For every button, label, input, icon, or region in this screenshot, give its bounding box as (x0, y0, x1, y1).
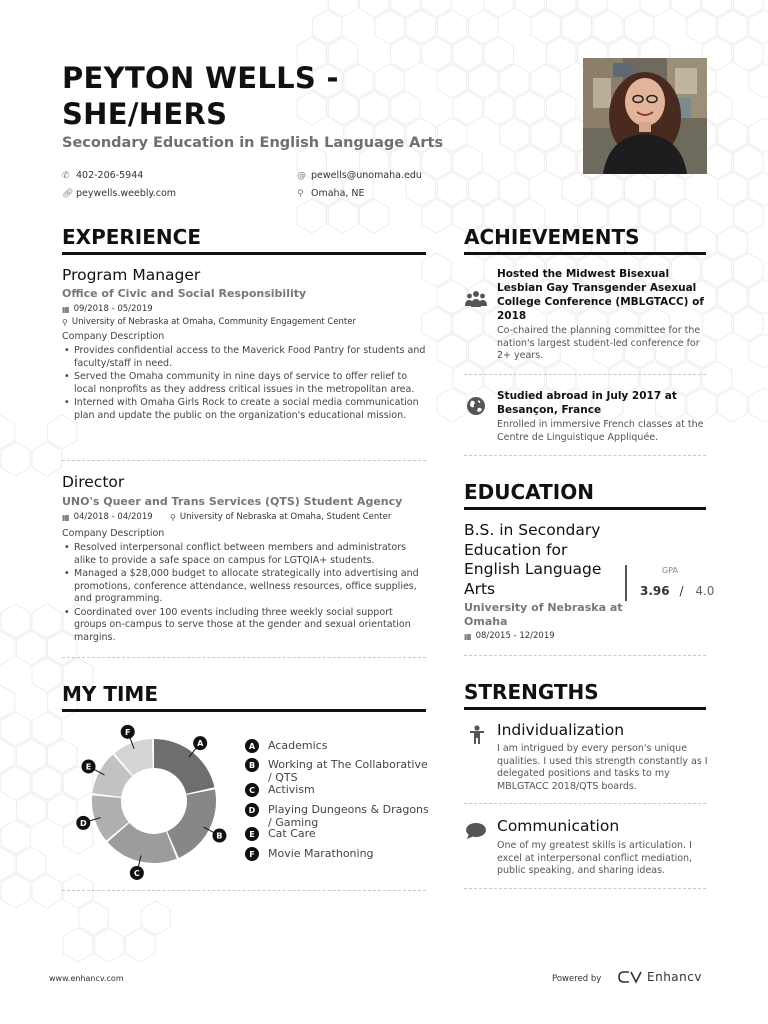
job-dates (62, 304, 153, 314)
achievements-heading: ACHIEVEMENTS (464, 225, 706, 255)
donut-label-text: F (124, 727, 131, 737)
globe-icon (465, 395, 487, 417)
company-description-label: Company Description (62, 528, 165, 539)
donut-label-text: C (133, 868, 140, 878)
strength-title: Individualization (497, 721, 625, 739)
legend-badge: C (245, 783, 259, 797)
location-text: Omaha, NE (311, 188, 365, 199)
my-time-heading: MY TIME (62, 682, 426, 712)
job-location-text: University of Nebraska at Omaha, Student Center (179, 512, 392, 522)
legend-label: Working at The Collaborative / QTS (268, 758, 428, 784)
job-title: Director (62, 473, 125, 491)
legend-item-b (245, 758, 430, 784)
enhancv-logo-icon (617, 970, 643, 984)
job-company: Office of Civic and Social Responsibility (62, 287, 307, 300)
footer-website[interactable]: www.enhancv.com (49, 974, 124, 983)
website-contact (62, 188, 176, 199)
company-description-label: Company Description (62, 331, 165, 342)
donut-label-text: E (85, 762, 92, 772)
gpa-value (640, 584, 714, 598)
email-contact (297, 170, 422, 181)
achievement-title: Studied abroad in July 2017 at Besançon, France (497, 390, 677, 416)
education-school: University of Nebraska at Omaha (464, 601, 623, 628)
legend-item-c (245, 783, 430, 797)
link-icon: 🔗︎ (62, 188, 74, 199)
strengths-heading: STRENGTHS (464, 680, 706, 710)
location-pin-icon: ⚲ (297, 188, 304, 199)
brand-name: Enhancv (647, 970, 702, 984)
achievement-title: Hosted the Midwest Bisexual Lesbian Gay Transgender Asexual College Conference (MBLGTACC) of 2018 (497, 268, 704, 322)
legend-label: Academics (268, 739, 328, 752)
donut-label-text: B (216, 831, 223, 841)
legend-label: Playing Dungeons & Dragons / Gaming (268, 803, 429, 829)
achievement-description: Enrolled in immersive French classes at the Centre de Linguistique Appliquée. (497, 419, 704, 443)
education-dates-text: 08/2015 - 12/2019 (475, 631, 555, 641)
divider (464, 803, 706, 804)
website-link[interactable]: peywells.weebly.com (76, 188, 177, 199)
profile-photo (583, 58, 707, 174)
legend-item-a (245, 739, 430, 753)
person-icon (466, 724, 488, 746)
bullet-item: • Interned with Omaha Girls Rock to create a social media communication plan and update the public on the organization's educational mission. (62, 397, 426, 422)
gpa-max: 4.0 (695, 584, 715, 598)
speech-bubble-icon (465, 820, 487, 842)
gpa-separator: / (679, 584, 684, 598)
education-dates (464, 631, 555, 641)
people-group-icon (465, 288, 487, 310)
donut-label-text: D (79, 818, 87, 828)
donut-label-text: A (197, 739, 204, 749)
gpa-label: GPA (662, 566, 678, 575)
strength-description: One of my greatest skills is articulation. I excel at interpersonal conflict mediation, public speaking, and sharing ideas. (497, 840, 693, 876)
brand-logo[interactable] (617, 970, 702, 984)
phone-number[interactable]: 402-206-5944 (76, 170, 144, 181)
legend-badge: A (245, 739, 259, 753)
gpa-divider (625, 565, 627, 601)
bullet-item: • Coordinated over 100 events including three weekly social support groups on-campus to serve those at the gender and sexual orientation margins. (62, 607, 426, 645)
job-location-text: University of Nebraska at Omaha, Community Engagement Center (71, 317, 356, 327)
gpa-score: 3.96 (640, 584, 670, 598)
calendar-icon: ▦ (62, 512, 70, 522)
divider (62, 657, 426, 658)
candidate-subtitle: Secondary Education in English Language Arts (62, 135, 444, 151)
bullet-item: • Provides confidential access to the Maverick Food Pantry for students and faculty/staff in need. (62, 345, 426, 370)
divider (464, 655, 706, 656)
email-address[interactable]: pewells@unomaha.edu (311, 170, 422, 181)
experience-heading: EXPERIENCE (62, 225, 426, 255)
divider (464, 888, 706, 889)
divider (62, 460, 426, 461)
achievement-description: Co-chaired the planning committee for the nation's largest student-led conference for 2+ years. (497, 325, 701, 361)
strength-title: Communication (497, 817, 620, 835)
at-icon: @ (297, 170, 306, 181)
legend-label: Cat Care (268, 827, 316, 840)
job-dates-text: 04/2018 - 04/2019 (73, 512, 153, 522)
divider (464, 374, 706, 375)
location-contact (297, 188, 365, 199)
phone-contact (62, 170, 143, 181)
location-pin-icon: ⚲ (170, 512, 176, 522)
legend-badge: E (245, 827, 259, 841)
education-heading: EDUCATION (464, 480, 706, 510)
job-bullets (62, 542, 426, 645)
legend-item-d (245, 803, 430, 829)
bullet-item: • Served the Omaha community in nine days of service to offer relief to local nonprofits as they address critical issues in the metropolitan area. (62, 371, 426, 396)
job-dates (62, 512, 153, 522)
job-title: Program Manager (62, 266, 201, 284)
phone-icon: ✆ (62, 170, 70, 181)
bullet-item: • Managed a $28,000 budget to allocate strategically into advertising and promotions, conference attendance, wellness resources, office supplies, and programming. (62, 568, 426, 606)
candidate-name: PEYTON WELLS - SHE/HERS (62, 61, 339, 131)
job-location (62, 317, 356, 327)
legend-badge: D (245, 803, 259, 817)
legend-label: Movie Marathoning (268, 847, 374, 860)
job-dates-text: 09/2018 - 05/2019 (73, 304, 153, 314)
donut-segment-b (167, 789, 216, 857)
my-time-donut-chart (62, 722, 242, 878)
job-bullets (62, 345, 426, 423)
strength-description: I am intrigued by every person's unique qualities. I used this strength constantly as I delegated positions and tasks to my MBLGTACC 2018/QTS boards. (497, 743, 708, 792)
location-pin-icon: ⚲ (62, 317, 68, 327)
job-location (170, 512, 391, 522)
education-degree: B.S. in Secondary Education for English Language Arts (464, 521, 602, 598)
legend-badge: B (245, 758, 259, 772)
powered-by-label: Powered by (552, 974, 602, 984)
bullet-item: • Resolved interpersonal conflict between members and administrators alike to provide a safe space on campus for LGTQIA+ students. (62, 542, 426, 567)
divider (62, 890, 426, 891)
legend-label: Activism (268, 783, 315, 796)
calendar-icon: ▦ (62, 304, 70, 314)
legend-badge: F (245, 847, 259, 861)
calendar-icon: ▦ (464, 631, 472, 641)
legend-item-e (245, 827, 430, 841)
divider (464, 455, 706, 456)
legend-item-f (245, 847, 430, 861)
job-company: UNO's Queer and Trans Services (QTS) Student Agency (62, 495, 403, 508)
